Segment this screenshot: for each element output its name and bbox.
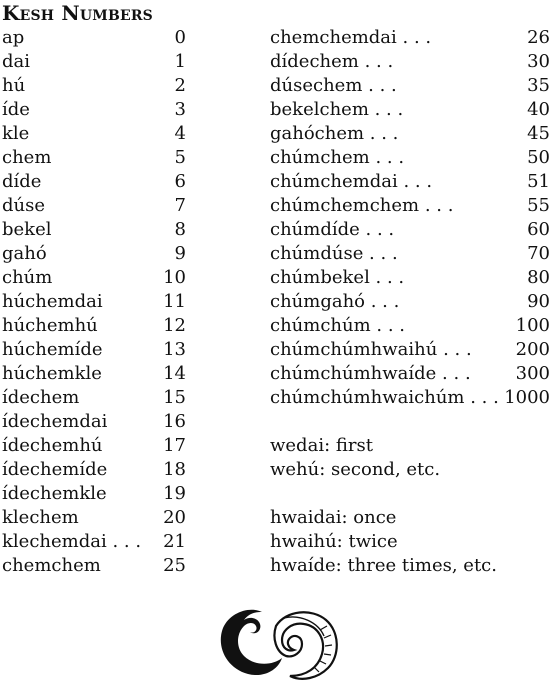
kesh-word: húchemíde <box>2 339 103 360</box>
kesh-word: chúmchúmhwaichúm . . . <box>270 387 499 408</box>
number-value: 20 <box>163 507 186 528</box>
number-row <box>270 194 550 218</box>
kesh-word: ídechemkle <box>2 483 107 504</box>
kesh-word: dúsechem . . . <box>270 75 397 96</box>
kesh-word: gahó <box>2 243 47 264</box>
kesh-word: ídechemhú <box>2 435 103 456</box>
number-value: 80 <box>527 267 550 288</box>
number-row <box>270 242 550 266</box>
kesh-word: díde <box>2 171 42 192</box>
kesh-word: gahóchem . . . <box>270 123 399 144</box>
number-row <box>2 314 186 338</box>
number-row <box>2 506 186 530</box>
number-row <box>2 98 186 122</box>
number-value: 18 <box>163 459 186 480</box>
kesh-word: húchemkle <box>2 363 102 384</box>
number-value: 90 <box>527 291 550 312</box>
number-row <box>2 410 186 434</box>
number-row <box>2 266 186 290</box>
number-value: 26 <box>527 27 550 48</box>
kesh-word: kle <box>2 123 30 144</box>
number-row <box>2 554 186 578</box>
number-value: 30 <box>527 51 550 72</box>
multiplicative-note: hwaidai: once <box>270 507 397 528</box>
kesh-word: chemchemdai . . . <box>270 27 432 48</box>
kesh-word: chúmdúse . . . <box>270 243 398 264</box>
kesh-word: dúse <box>2 195 46 216</box>
number-value: 51 <box>527 171 550 192</box>
number-row <box>2 362 186 386</box>
kesh-word: chúmgahó . . . <box>270 291 400 312</box>
number-value: 1000 <box>504 387 550 408</box>
number-value: 2 <box>174 75 186 96</box>
number-row <box>270 98 550 122</box>
kesh-word: chúmchúmhwaihú . . . <box>270 339 472 360</box>
kesh-word: bekel <box>2 219 52 240</box>
number-row <box>270 266 550 290</box>
number-value: 15 <box>163 387 186 408</box>
number-value: 3 <box>174 99 186 120</box>
kesh-word: chúmchemchem . . . <box>270 195 454 216</box>
number-value: 1 <box>174 51 186 72</box>
number-row <box>2 26 186 50</box>
number-row <box>2 530 186 554</box>
kesh-word: bekelchem . . . <box>270 99 404 120</box>
number-row <box>2 74 186 98</box>
kesh-word: chúmchúm . . . <box>270 315 405 336</box>
kesh-word: chúmchem . . . <box>270 147 405 168</box>
page-title: Kesh Numbers <box>2 1 153 25</box>
number-value: 6 <box>174 171 186 192</box>
number-value: 50 <box>527 147 550 168</box>
kesh-word: chúm <box>2 267 53 288</box>
number-value: 0 <box>174 27 186 48</box>
multiplicative-note: hwaíde: three times, etc. <box>270 555 497 576</box>
kesh-word: chúmbekel . . . <box>270 267 405 288</box>
kesh-word: húchemhú <box>2 315 98 336</box>
number-value: 14 <box>163 363 186 384</box>
number-value: 16 <box>163 411 186 432</box>
number-value: 4 <box>174 123 186 144</box>
number-row <box>270 74 550 98</box>
number-value: 10 <box>163 267 186 288</box>
number-value: 300 <box>515 363 550 384</box>
kesh-word: chúmchúmhwaíde . . . <box>270 363 471 384</box>
number-row <box>270 362 550 386</box>
kesh-word: ap <box>2 27 25 48</box>
number-row <box>2 122 186 146</box>
number-value: 70 <box>527 243 550 264</box>
number-value: 25 <box>163 555 186 576</box>
ordinal-note: wehú: second, etc. <box>270 459 441 480</box>
number-row <box>2 290 186 314</box>
number-value: 13 <box>163 339 186 360</box>
kesh-word: klechemdai . . . <box>2 531 142 552</box>
kesh-word: dai <box>2 51 31 72</box>
number-row <box>270 50 550 74</box>
number-value: 9 <box>174 243 186 264</box>
number-row <box>2 146 186 170</box>
kesh-word: klechem <box>2 507 79 528</box>
number-row <box>270 26 550 50</box>
kesh-word: dídechem . . . <box>270 51 394 72</box>
number-row <box>2 386 186 410</box>
number-value: 11 <box>163 291 186 312</box>
ordinal-note: wedai: first <box>270 435 373 456</box>
number-value: 100 <box>515 315 550 336</box>
number-row <box>2 338 186 362</box>
number-row <box>270 146 550 170</box>
number-row <box>2 218 186 242</box>
number-value: 17 <box>163 435 186 456</box>
multiplicative-note: hwaihú: twice <box>270 531 398 552</box>
number-row <box>2 434 186 458</box>
number-row <box>270 386 550 410</box>
number-value: 40 <box>527 99 550 120</box>
number-row <box>270 218 550 242</box>
number-value: 19 <box>163 483 186 504</box>
number-row <box>2 482 186 506</box>
number-value: 35 <box>527 75 550 96</box>
number-row <box>2 194 186 218</box>
number-row <box>2 242 186 266</box>
kesh-word: chúmchemdai . . . <box>270 171 433 192</box>
kesh-word: hú <box>2 75 26 96</box>
kesh-word: chemchem <box>2 555 101 576</box>
number-value: 12 <box>163 315 186 336</box>
number-value: 45 <box>527 123 550 144</box>
number-value: 55 <box>527 195 550 216</box>
number-value: 21 <box>163 531 186 552</box>
kesh-word: íde <box>2 99 30 120</box>
number-row <box>270 338 550 362</box>
number-value: 7 <box>174 195 186 216</box>
number-row <box>2 50 186 74</box>
number-row <box>270 290 550 314</box>
kesh-word: ídechem <box>2 387 80 408</box>
kesh-word: chúmdíde . . . <box>270 219 395 240</box>
number-value: 8 <box>174 219 186 240</box>
number-value: 200 <box>515 339 550 360</box>
number-row <box>2 458 186 482</box>
number-row <box>270 170 550 194</box>
kesh-word: húchemdai <box>2 291 103 312</box>
kesh-word: ídechemíde <box>2 459 108 480</box>
number-row <box>2 170 186 194</box>
number-row <box>270 122 550 146</box>
number-value: 60 <box>527 219 550 240</box>
number-value: 5 <box>174 147 186 168</box>
kesh-word: chem <box>2 147 52 168</box>
yin-yang-ornament-icon <box>214 604 340 684</box>
kesh-word: ídechemdai <box>2 411 108 432</box>
number-row <box>270 314 550 338</box>
